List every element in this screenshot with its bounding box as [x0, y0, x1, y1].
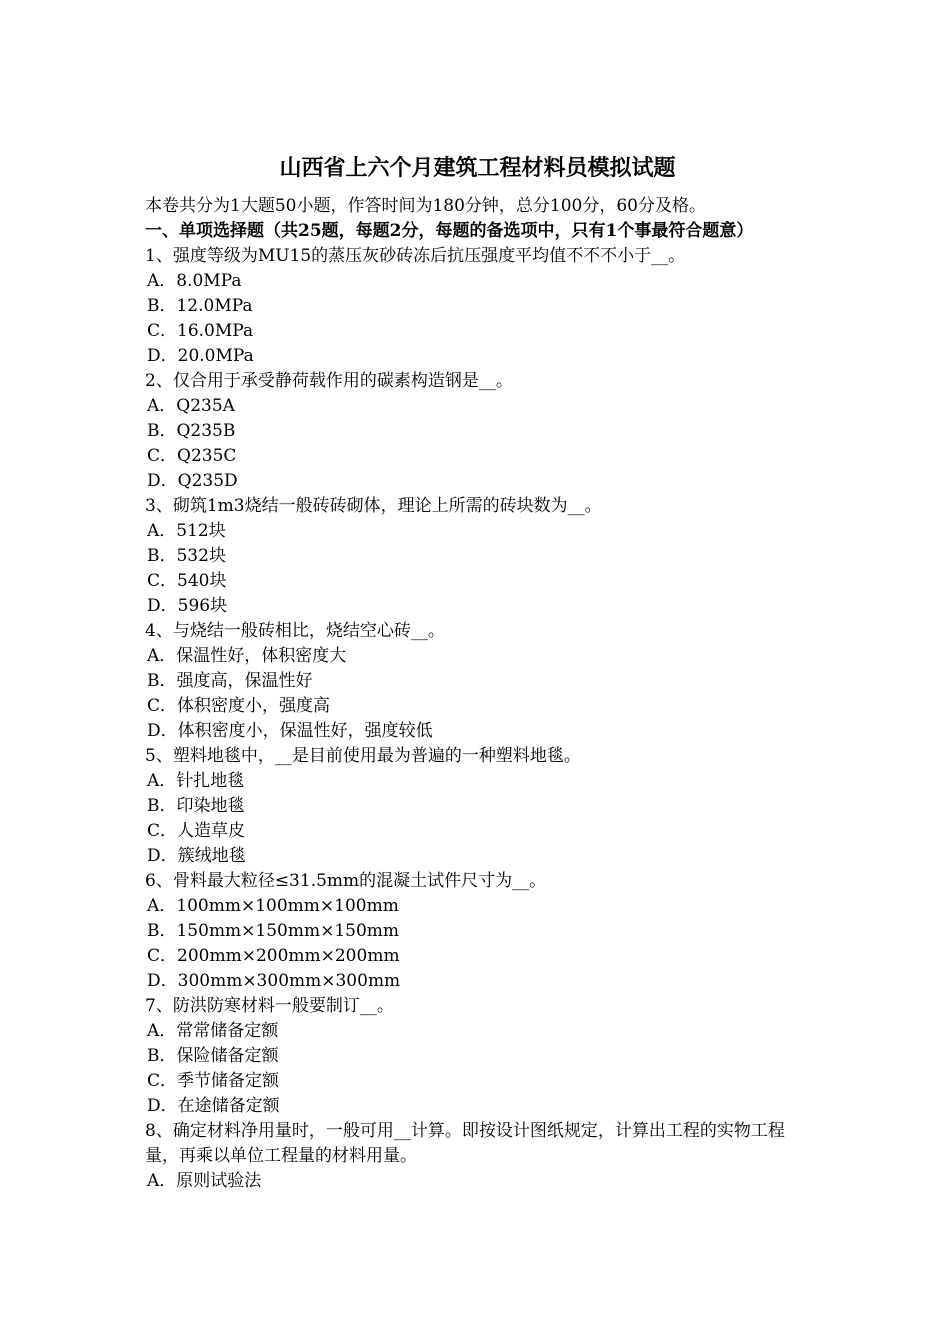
question-text: 2、仅合用于承受静荷载作用的碳素构造钢是__。: [145, 371, 513, 391]
option-d: D．体积密度小，保温性好，强度较低: [147, 721, 433, 741]
option-b: B．Q235B: [147, 421, 236, 441]
question-text: 5、塑料地毯中，__是目前使用最为普遍的一种塑料地毯。: [145, 746, 581, 766]
option-a: A．8.0MPa: [147, 271, 242, 291]
option-a: A．常常储备定额: [147, 1021, 279, 1041]
option-d: D．在途储备定额: [147, 1096, 280, 1116]
option-a: A．针扎地毯: [147, 771, 245, 791]
option-d: D．Q235D: [147, 471, 238, 491]
option-d: D．300mm×300mm×300mm: [147, 971, 401, 991]
question-2: [145, 369, 810, 494]
question-8: [145, 1119, 810, 1194]
option-a: A．512块: [147, 521, 226, 541]
question-6: [145, 869, 810, 994]
exam-intro: 本卷共分为1大题50小题，作答时间为180分钟，总分100分，60分及格。: [145, 196, 706, 216]
question-text: 7、防洪防寒材料一般要制订__。: [145, 996, 394, 1016]
option-b: B．印染地毯: [147, 796, 245, 816]
question-text: 8、确定材料净用量时，一般可用__计算。即按设计图纸规定，计算出工程的实物工程量，再乘以单位工程量的材料用量。: [145, 1121, 785, 1166]
option-a: A．Q235A: [147, 396, 235, 416]
question-3: [145, 494, 810, 619]
option-b: B．532块: [147, 546, 226, 566]
option-c: C．人造草皮: [147, 821, 246, 841]
question-7: [145, 994, 810, 1119]
option-c: C．Q235C: [147, 446, 237, 466]
option-b: B．150mm×150mm×150mm: [147, 921, 400, 941]
question-5: [145, 744, 810, 869]
option-b: B．强度高，保温性好: [147, 671, 313, 691]
question-text: 3、砌筑1m3烧结一般砖砖砌体，理论上所需的砖块数为__。: [145, 496, 602, 516]
option-d: D．596块: [147, 596, 228, 616]
option-c: C．季节储备定额: [147, 1071, 280, 1091]
question-4: [145, 619, 810, 744]
option-a: A．保温性好，体积密度大: [147, 646, 347, 666]
section-heading: 一、单项选择题（共25题，每题2分，每题的备选项中，只有1个事最符合题意）: [145, 221, 754, 241]
option-c: C．540块: [147, 571, 227, 591]
option-c: C．16.0MPa: [147, 321, 254, 341]
question-text: 4、与烧结一般砖相比，烧结空心砖__。: [145, 621, 445, 641]
question-text: 6、骨料最大粒径≤31.5mm的混凝土试件尺寸为__。: [145, 871, 547, 891]
option-d: D．20.0MPa: [147, 346, 254, 366]
option-c: C．200mm×200mm×200mm: [147, 946, 400, 966]
option-a: A．原则试验法: [147, 1171, 262, 1191]
question-text: 1、强度等级为MU15的蒸压灰砂砖冻后抗压强度平均值不不不小于__。: [145, 246, 686, 266]
document-page: [145, 150, 810, 1194]
document-title: 山西省上六个月建筑工程材料员模拟试题: [279, 155, 676, 181]
question-1: [145, 244, 810, 369]
option-b: B．12.0MPa: [147, 296, 253, 316]
option-b: B．保险储备定额: [147, 1046, 279, 1066]
option-d: D．簇绒地毯: [147, 846, 246, 866]
option-a: A．100mm×100mm×100mm: [147, 896, 399, 916]
option-c: C．体积密度小，强度高: [147, 696, 331, 716]
